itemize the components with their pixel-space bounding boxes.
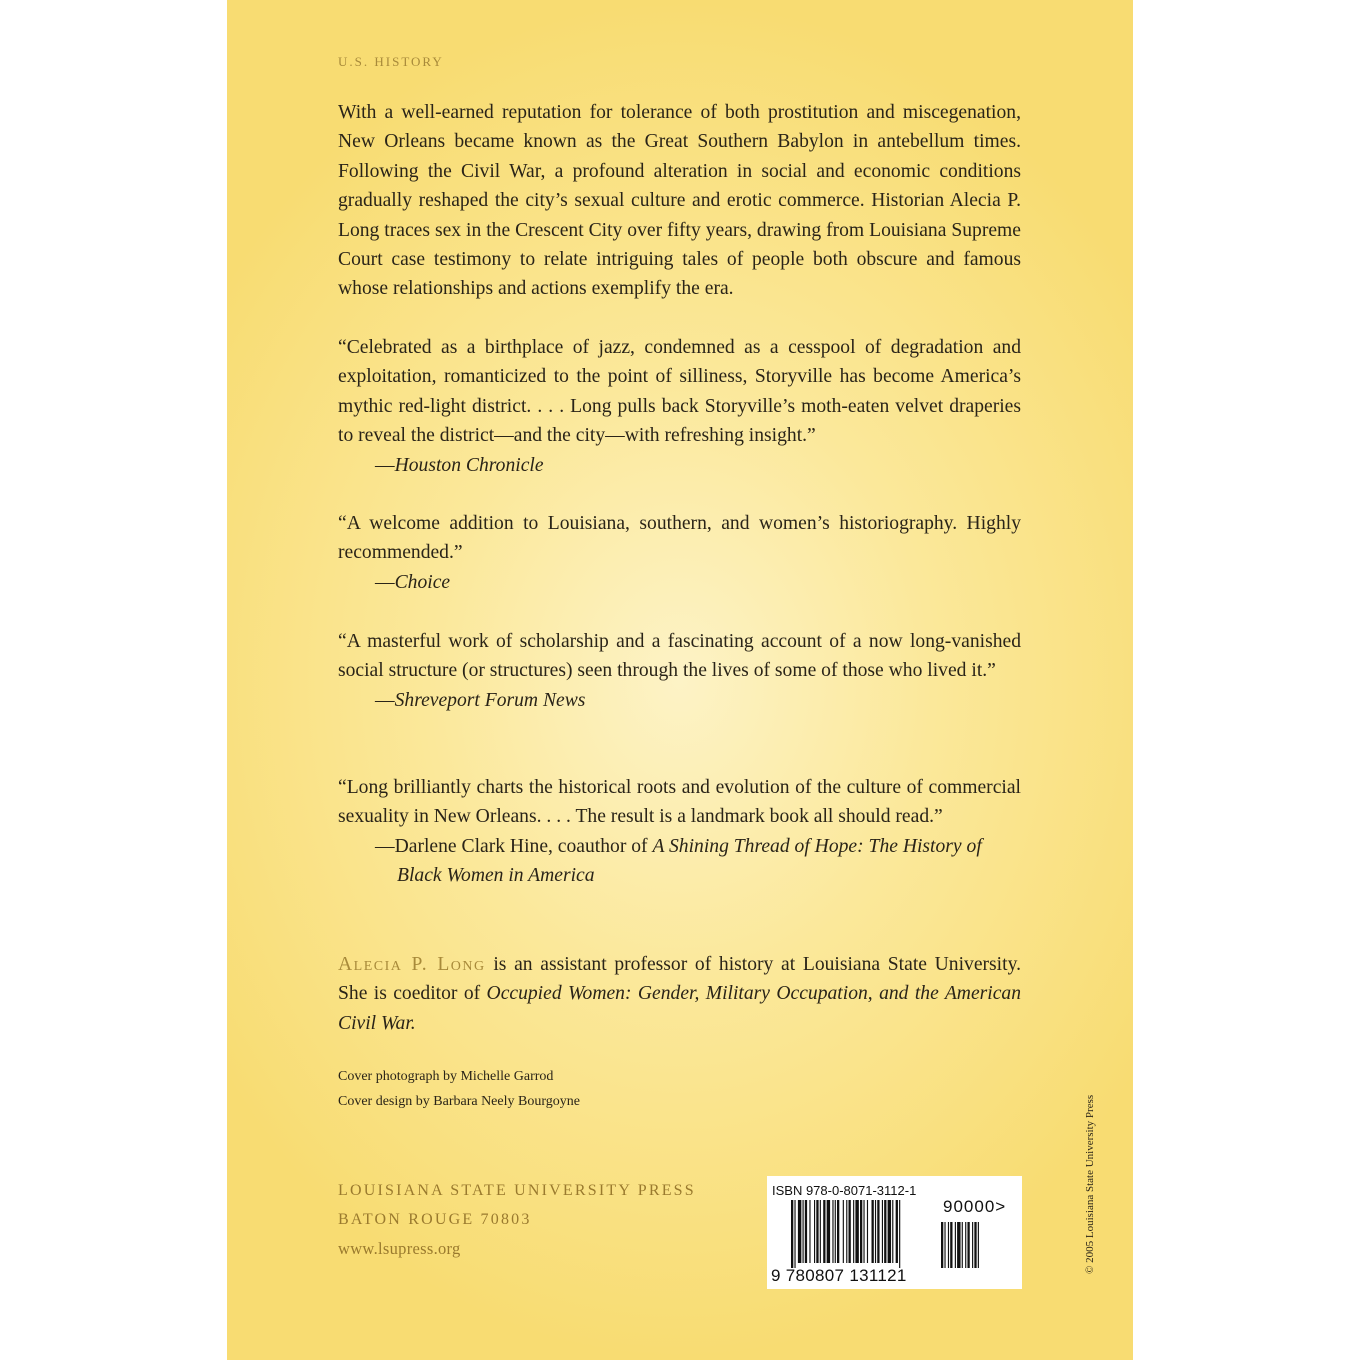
review-source: —Choice	[375, 571, 451, 593]
review-quote: “A welcome addition to Louisiana, southern, and women’s historiography. Highly recommended.”	[338, 513, 1021, 564]
publisher-name: LOUISIANA STATE UNIVERSITY PRESS	[338, 1182, 696, 1199]
description-paragraph: With a well-earned reputation for tolerance of both prostitution and miscegenation, New Orleans became known as the Great Southern Babylon in antebellum times. Following the Civil War, a profound alteration in social and economic conditions gradually reshaped the city’s sexual culture and erotic commerce. Historian Alecia P. Long traces sex in the Crescent City over fifty years, drawing from Louisiana Supreme Court case testimony to relate intriguing tales of people both obscure and famous whose relationships and actions exemplify the era.	[338, 102, 1021, 300]
barcode-addon-digits: 90000>	[943, 1197, 1007, 1216]
review-choice	[338, 509, 1021, 597]
category-label: U.S. HISTORY	[338, 54, 444, 69]
publisher-city: BATON ROUGE 70803	[338, 1211, 532, 1228]
copyright-notice: © 2005 Louisiana State University Press	[1084, 1094, 1096, 1274]
author-name: Alecia P. Long	[338, 954, 486, 975]
barcode-digits: 9 780807 131121	[771, 1266, 907, 1285]
photo-credit: Cover photograph by Michelle Garrod	[338, 1069, 554, 1084]
review-source: —Houston Chronicle	[375, 454, 544, 476]
cover-credits	[338, 1064, 580, 1114]
publisher-url: www.lsupress.org	[338, 1239, 461, 1258]
isbn-label: ISBN 978-0-8071-3112-1	[772, 1183, 917, 1198]
review-shreveport	[338, 627, 1021, 715]
review-houston-chronicle	[338, 333, 1021, 480]
publisher-info	[338, 1176, 696, 1263]
review-quote: “A masterful work of scholarship and a fascinating account of a now long-vanished social structure (or structures) seen through the lives of some of those who lived it.”	[338, 631, 1021, 682]
review-source: —Shreveport Forum News	[375, 689, 586, 711]
isbn-barcode	[767, 1176, 1022, 1289]
review-quote: “Celebrated as a birthplace of jazz, condemned as a cesspool of degradation and exploitation, romanticized to the point of silliness, Storyville has become America’s mythic red-light district. . . . Long pulls back Storyville’s moth-eaten velvet draperies to reveal the district—and the city—with refreshing insight.”	[338, 337, 1021, 447]
design-credit: Cover design by Barbara Neely Bourgoyne	[338, 1094, 580, 1109]
author-bio: Alecia P. Long is an assistant professor of history at Louisiana State University. She is coeditor of Occupied Women: Gender, Military Occupation, and the American Civil War.	[338, 954, 1021, 1034]
review-source: —Darlene Clark Hine, coauthor of A Shining Thread of Hope: The History of Black Women in America	[375, 835, 982, 887]
review-quote: “Long brilliantly charts the historical roots and evolution of the culture of commercial sexuality in New Orleans. . . . The result is a landmark book all should read.”	[338, 777, 1021, 828]
book-back-cover	[227, 0, 1133, 1360]
review-hine	[338, 773, 1021, 891]
